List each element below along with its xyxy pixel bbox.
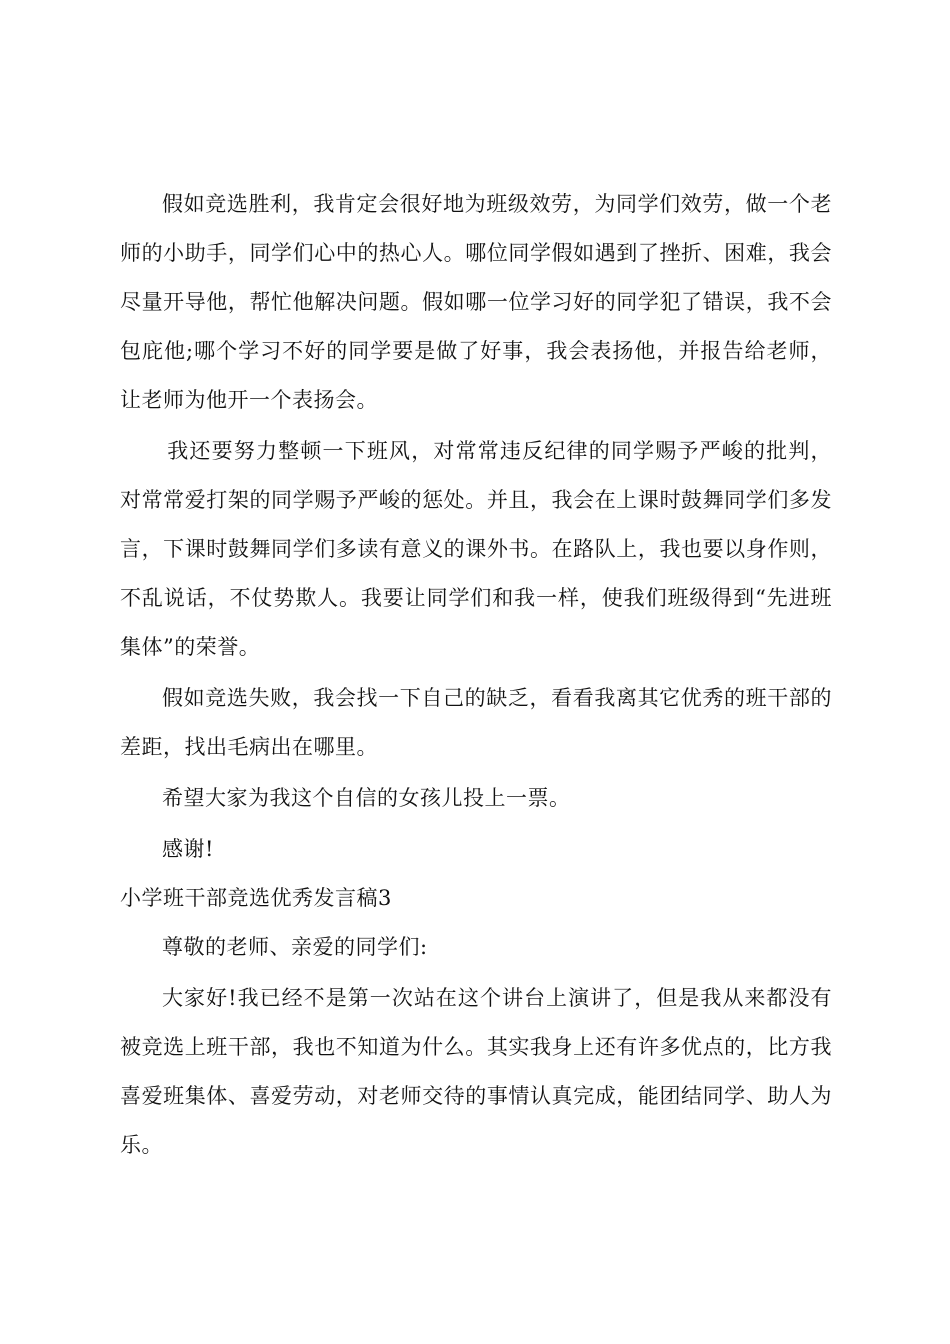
- paragraph-introduction: 大家好!我已经不是第一次站在这个讲台上演讲了，但是我从来都没有被竞选上班干部，我也不知道为什么。其实我身上还有许多优点的，比方我喜爱班集体、喜爱劳动，对老师交待的事情认真完成，能团结同学、助人为乐。: [120, 986, 832, 1157]
- section-title: 小学班干部竞选优秀发言稿3: [120, 886, 392, 910]
- paragraph-election-lose: 假如竞选失败，我会找一下自己的缺乏，看看我离其它优秀的班干部的差距，找出毛病出在哪里。: [120, 686, 832, 759]
- paragraph-vote-request: 希望大家为我这个自信的女孩儿投上一票。: [162, 786, 571, 810]
- paragraph-class-discipline: 我还要努力整顿一下班风，对常常违反纪律的同学赐予严峻的批判，对常常爱打架的同学赐予严峻的惩处。并且，我会在上课时鼓舞同学们多发言，下课时鼓舞同学们多读有意义的课外书。在路队上，我也要以身作则，不乱说话，不仗势欺人。我要让同学们和我一样，使我们班级得到“先进班集体”的荣誉。: [120, 439, 832, 659]
- document-body: [120, 180, 832, 1170]
- paragraph-thanks: 感谢!: [162, 837, 214, 861]
- paragraph-election-win: 假如竞选胜利，我肯定会很好地为班级效劳，为同学们效劳，做一个老师的小助手，同学们心中的热心人。哪位同学假如遇到了挫折、困难，我会尽量开导他，帮忙他解决问题。假如哪一位学习好的同学犯了错误，我不会包庇他;哪个学习不好的同学要是做了好事，我会表扬他，并报告给老师，让老师为他开一个表扬会。: [120, 192, 832, 412]
- paragraph-greeting: 尊敬的老师、亲爱的同学们:: [162, 935, 428, 959]
